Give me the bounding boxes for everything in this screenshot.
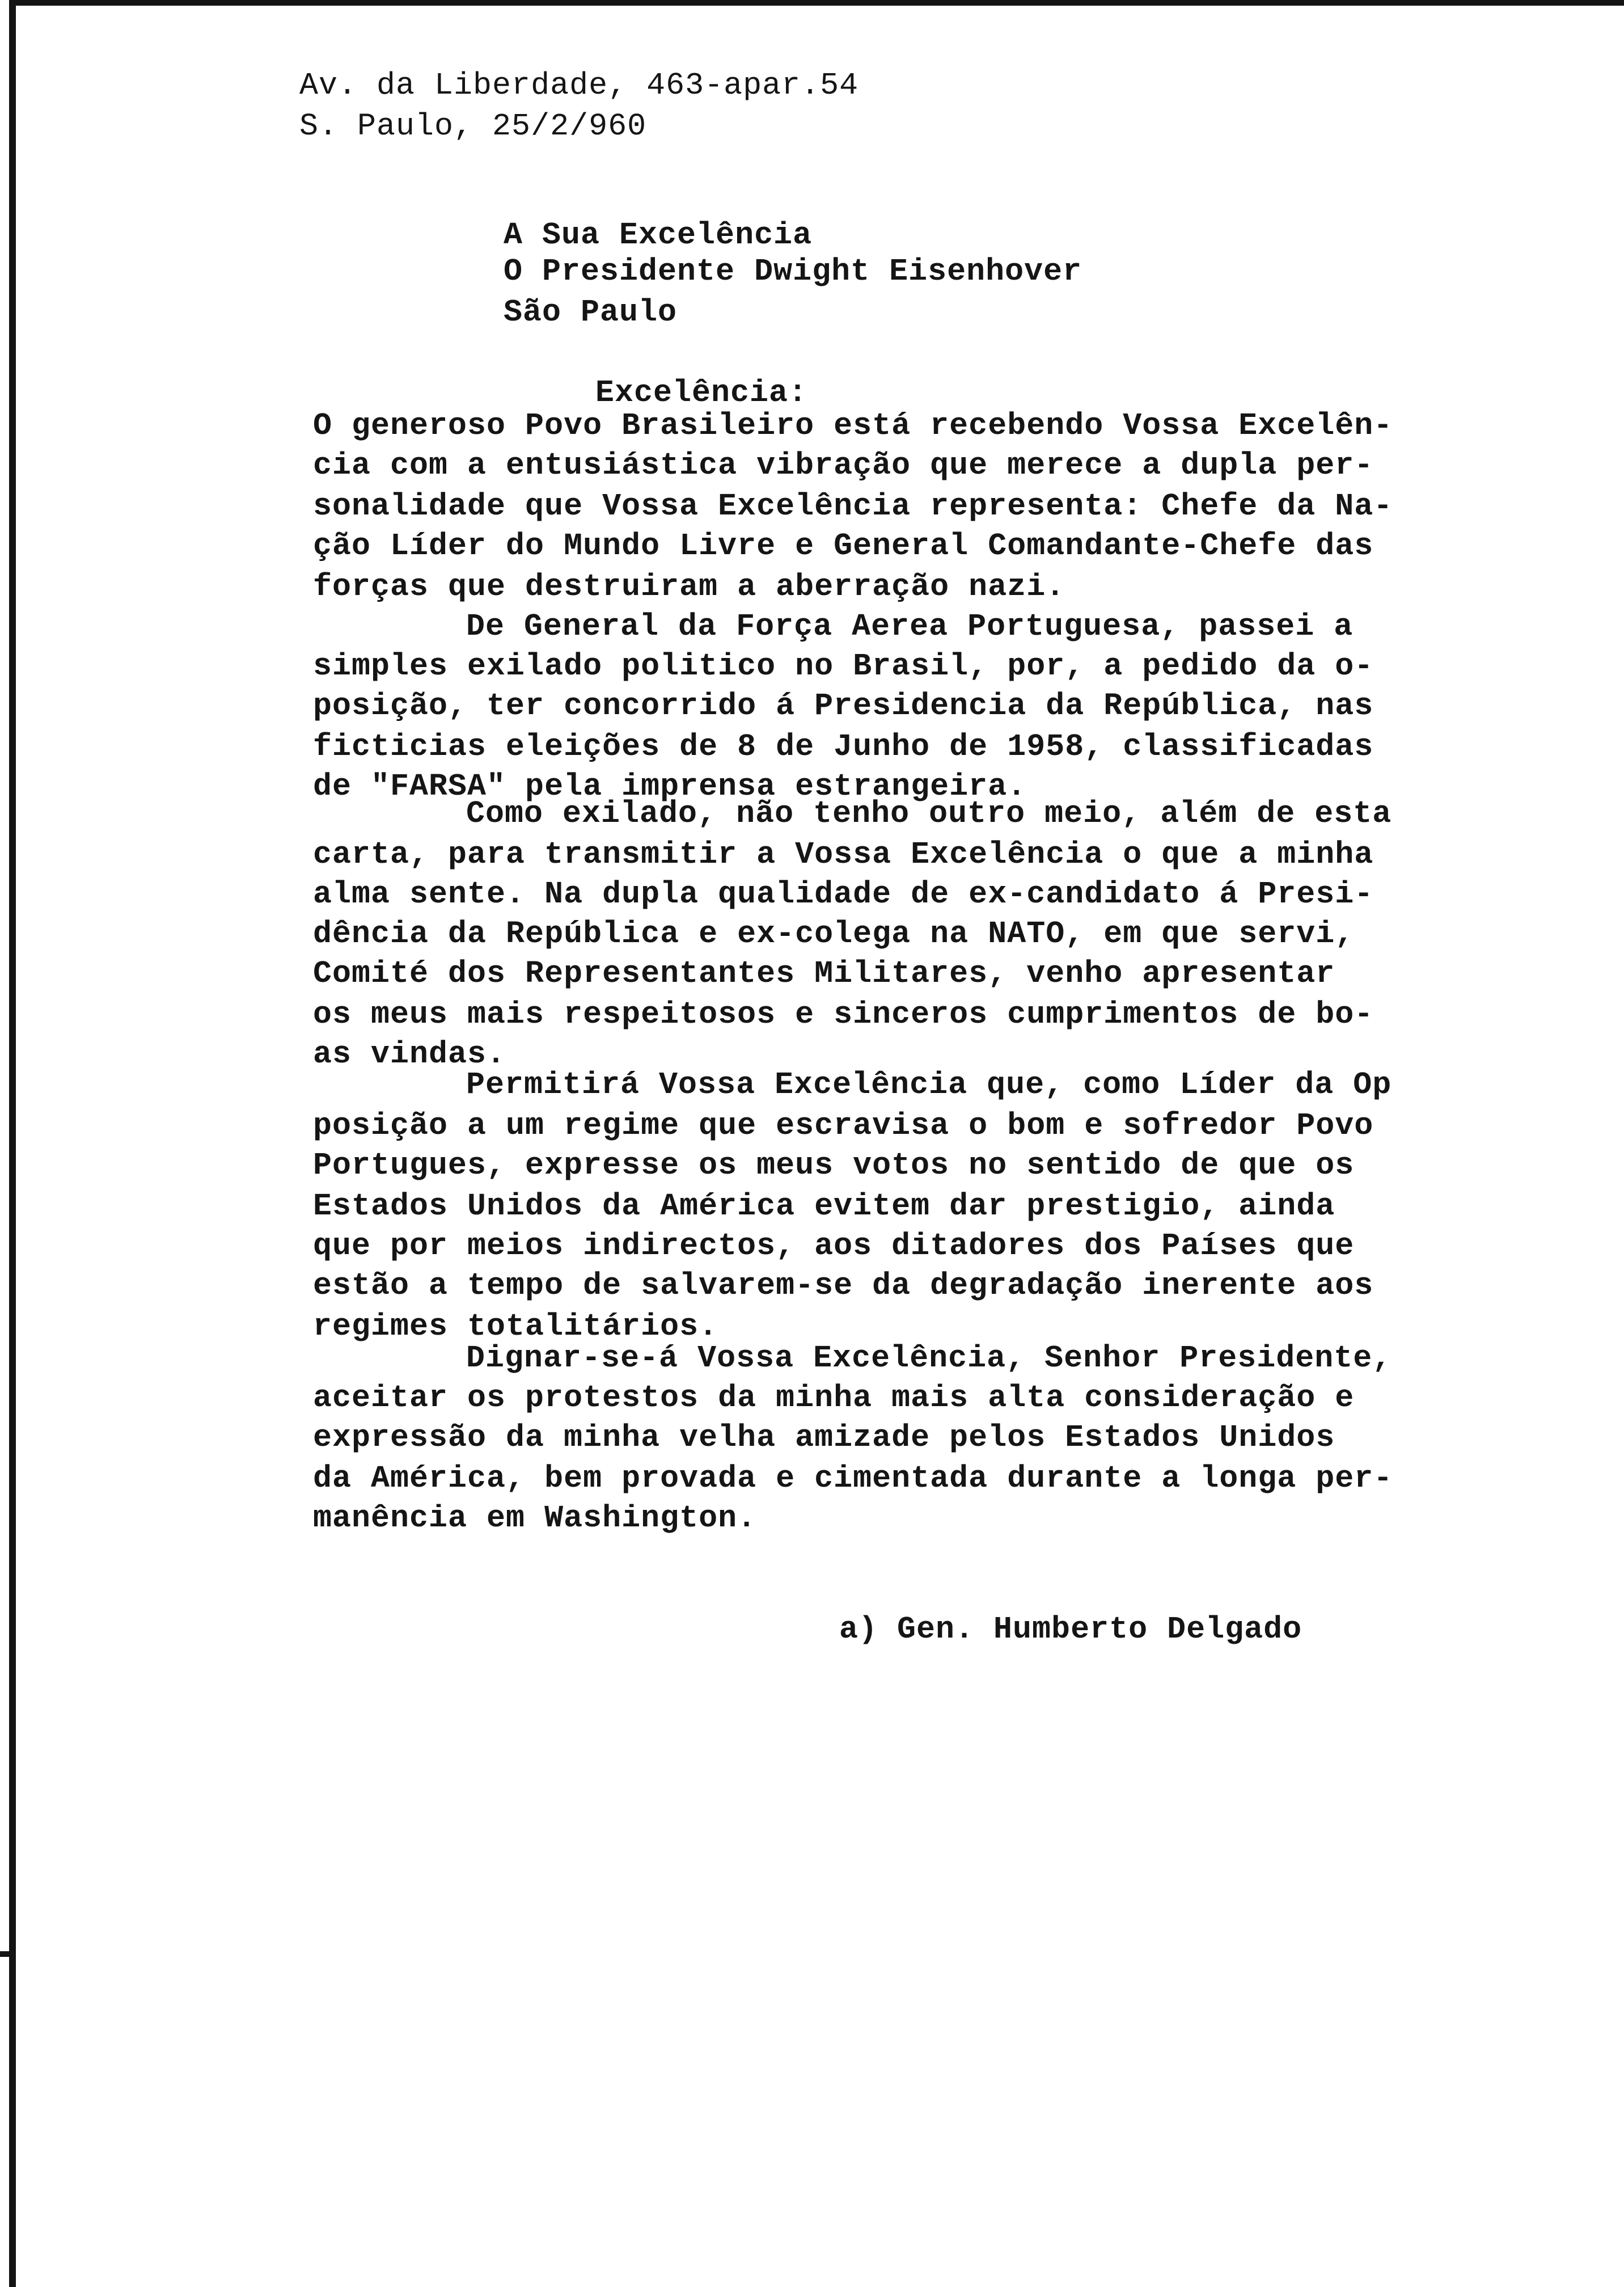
body-line: ção Líder do Mundo Livre e General Comandante-Chefe das [313, 528, 1374, 564]
body-line: estão a tempo de salvarem-se da degradação inerente aos [313, 1268, 1374, 1303]
body-line: Dignar-se-á Vossa Excelência, Senhor Presidente, [466, 1340, 1392, 1376]
place-and-date: S. Paulo, 25/2/960 [299, 108, 647, 144]
body-line: Estados Unidos da América evitem dar prestigio, ainda [313, 1188, 1335, 1224]
body-line: dência da República e ex-colega na NATO, em que servi, [313, 916, 1355, 952]
recipient-line: A Sua Excelência [504, 217, 813, 253]
body-line: posição, ter concorrido á Presidencia da República, nas [313, 688, 1374, 724]
body-line: O generoso Povo Brasileiro está recebendo Vossa Excelên- [313, 408, 1393, 444]
body-line: Comité dos Representantes Militares, venho apresentar [313, 956, 1335, 991]
salutation: Excelência: [595, 375, 808, 411]
body-line: De General da Força Aerea Portuguesa, passei a [466, 609, 1354, 644]
body-line: sonalidade que Vossa Excelência representa: Chefe da Na- [313, 488, 1393, 524]
scan-edge-mark [0, 1951, 9, 1957]
body-line: forças que destruiram a aberração nazi. [313, 569, 1065, 605]
body-line: regimes totalitários. [313, 1309, 718, 1344]
recipient-line: O Presidente Dwight Eisenhover [504, 254, 1082, 289]
body-line: expressão da minha velha amizade pelos Estados Unidos [313, 1420, 1335, 1455]
sender-address: Av. da Liberdade, 463-apar.54 [299, 67, 859, 103]
body-line: Portugues, expresse os meus votos no sentido de que os [313, 1147, 1355, 1183]
body-line: os meus mais respeitosos e sinceros cumprimentos de bo- [313, 997, 1374, 1032]
body-line: posição a um regime que escravisa o bom e sofredor Povo [313, 1108, 1374, 1144]
body-line: Permitirá Vossa Excelência que, como Líder da Op [466, 1067, 1392, 1103]
body-line: aceitar os protestos da minha mais alta consideração e [313, 1380, 1355, 1416]
signature: a) Gen. Humberto Delgado [839, 1611, 1302, 1647]
body-line: de "FARSA" pela imprensa estrangeira. [313, 769, 1027, 804]
body-line: Como exilado, não tenho outro meio, além de esta [466, 796, 1392, 832]
body-line: simples exilado politico no Brasil, por, a pedido da o- [313, 648, 1374, 684]
body-line: manência em Washington. [313, 1500, 757, 1536]
body-line: carta, para transmitir a Vossa Excelência o que a minha [313, 837, 1374, 872]
scan-border-left [9, 0, 16, 2287]
body-line: cia com a entusiástica vibração que merece a dupla per- [313, 448, 1374, 483]
body-line: que por meios indirectos, aos ditadores dos Países que [313, 1228, 1355, 1264]
body-line: ficticias eleições de 8 de Junho de 1958, classificadas [313, 729, 1374, 765]
recipient-line: São Paulo [504, 294, 678, 330]
scan-border-top [9, 0, 1624, 6]
body-line: alma sente. Na dupla qualidade de ex-candidato á Presi- [313, 876, 1374, 912]
body-line: as vindas. [313, 1036, 506, 1072]
body-line: da América, bem provada e cimentada durante a longa per- [313, 1461, 1393, 1496]
